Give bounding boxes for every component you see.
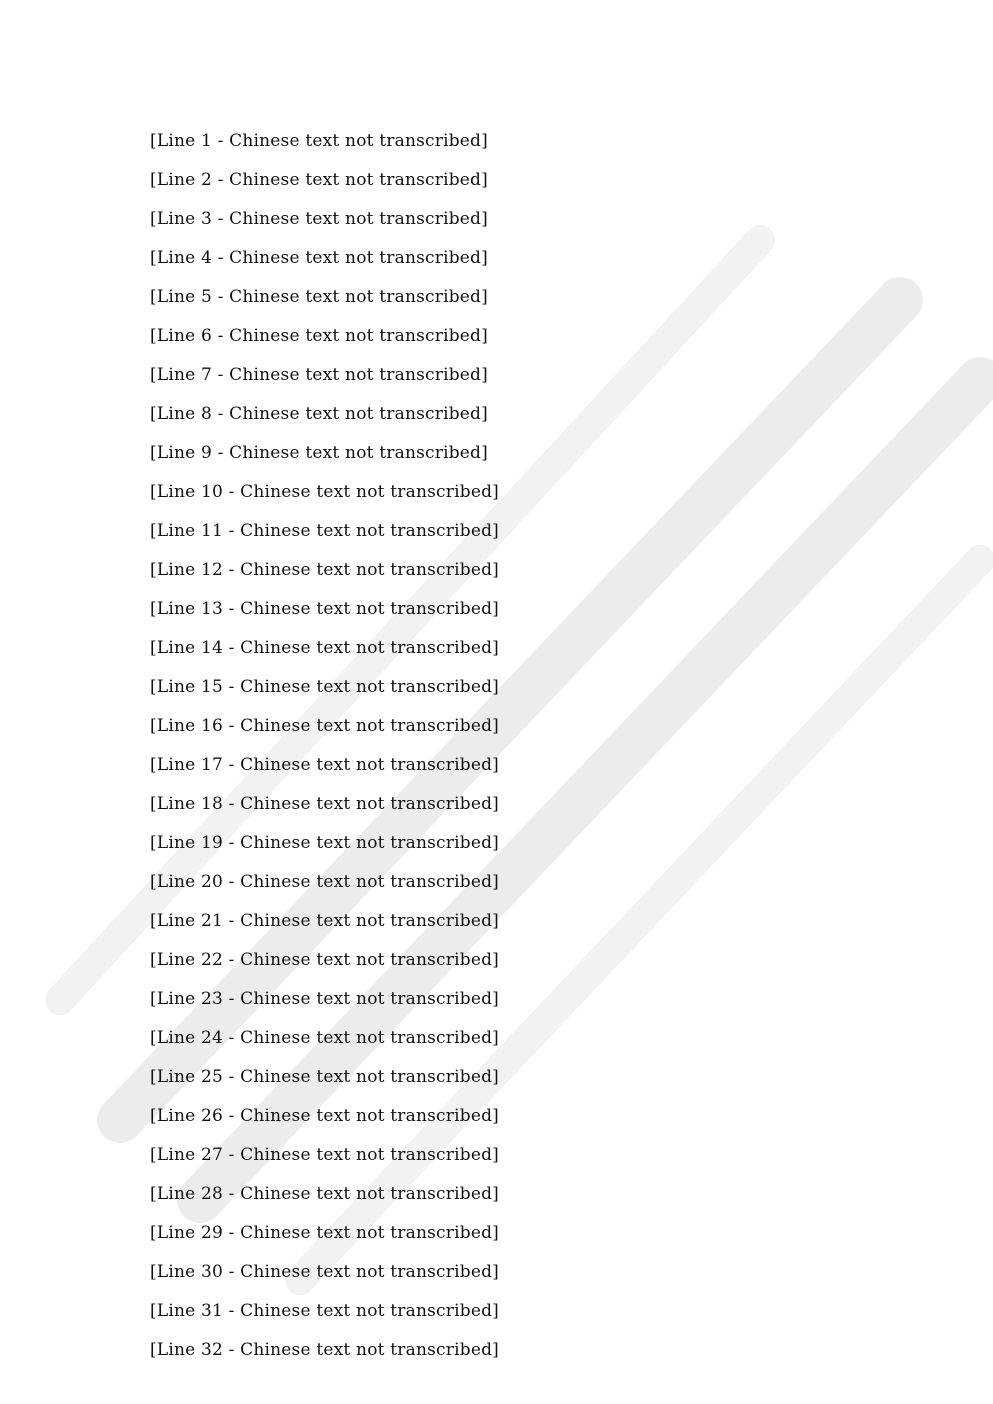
text-line: [Line 32 - Chinese text not transcribed] (150, 1340, 499, 1360)
text-line: [Line 28 - Chinese text not transcribed] (150, 1184, 499, 1204)
text-line: [Line 2 - Chinese text not transcribed] (150, 170, 488, 190)
text-line: [Line 25 - Chinese text not transcribed] (150, 1067, 499, 1087)
text-line: [Line 14 - Chinese text not transcribed] (150, 638, 499, 658)
text-line: [Line 3 - Chinese text not transcribed] (150, 209, 488, 229)
text-line: [Line 22 - Chinese text not transcribed] (150, 950, 499, 970)
text-line: [Line 7 - Chinese text not transcribed] (150, 365, 488, 385)
text-line: [Line 23 - Chinese text not transcribed] (150, 989, 499, 1009)
question-text (150, 122, 850, 1370)
text-line: [Line 6 - Chinese text not transcribed] (150, 326, 488, 346)
text-line: [Line 30 - Chinese text not transcribed] (150, 1262, 499, 1282)
text-line: [Line 1 - Chinese text not transcribed] (150, 131, 488, 151)
text-line: [Line 11 - Chinese text not transcribed] (150, 521, 499, 541)
text-line: [Line 24 - Chinese text not transcribed] (150, 1028, 499, 1048)
text-line: [Line 13 - Chinese text not transcribed] (150, 599, 499, 619)
text-line: [Line 15 - Chinese text not transcribed] (150, 677, 499, 697)
text-line: [Line 17 - Chinese text not transcribed] (150, 755, 499, 775)
text-line: [Line 4 - Chinese text not transcribed] (150, 248, 488, 268)
text-line: [Line 16 - Chinese text not transcribed] (150, 716, 499, 736)
text-line: [Line 20 - Chinese text not transcribed] (150, 872, 499, 892)
text-line: [Line 26 - Chinese text not transcribed] (150, 1106, 499, 1126)
text-line: [Line 21 - Chinese text not transcribed] (150, 911, 499, 931)
text-line: [Line 10 - Chinese text not transcribed] (150, 482, 499, 502)
text-line: [Line 31 - Chinese text not transcribed] (150, 1301, 499, 1321)
text-line: [Line 27 - Chinese text not transcribed] (150, 1145, 499, 1165)
text-line: [Line 12 - Chinese text not transcribed] (150, 560, 499, 580)
text-line: [Line 19 - Chinese text not transcribed] (150, 833, 499, 853)
text-line: [Line 18 - Chinese text not transcribed] (150, 794, 499, 814)
text-line: [Line 5 - Chinese text not transcribed] (150, 287, 488, 307)
text-line: [Line 29 - Chinese text not transcribed] (150, 1223, 499, 1243)
text-line: [Line 8 - Chinese text not transcribed] (150, 404, 488, 424)
text-line: [Line 9 - Chinese text not transcribed] (150, 443, 488, 463)
